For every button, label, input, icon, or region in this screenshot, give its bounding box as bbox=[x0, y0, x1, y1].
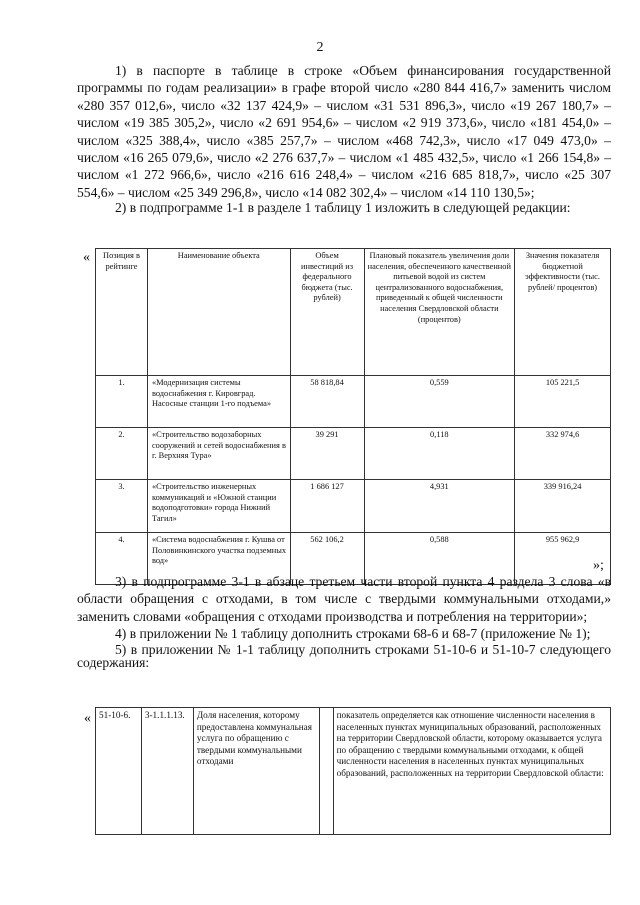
cell-object-name: «Строительство инженерных коммуникаций и «Южной станции водоподготовки» города Нижний Тагил» bbox=[147, 480, 290, 533]
table-header-row bbox=[96, 249, 611, 376]
cell-row-number: 51-10-6. bbox=[96, 708, 142, 835]
header-object-name: Наименование объекта bbox=[147, 249, 290, 376]
table-row bbox=[96, 480, 611, 533]
cell-position: 4. bbox=[96, 533, 148, 585]
cell-share: 0,588 bbox=[364, 533, 515, 585]
cell-investment: 39 291 bbox=[290, 428, 364, 480]
cell-share: 0,118 bbox=[364, 428, 515, 480]
page-number: 2 bbox=[316, 40, 324, 55]
item-4-paragraph: 4) в приложении № 1 таблицу дополнить строками 68-6 и 68-7 (приложение № 1); bbox=[115, 626, 591, 642]
item-5-paragraph: 5) в приложении № 1-1 таблицу дополнить строками 51-10-6 и 51-10-7 следующего содержания: bbox=[77, 641, 611, 670]
amendment-text-bottom bbox=[77, 573, 611, 669]
item-1-paragraph: 1) в паспорте в таблице в строке «Объем финансирования государственной программы по годам реализации» в графе второй число «280 844 416,7» заменить числом «280 357 012,6», число «32 137 424,9» – числом «31 531 896,3», число «19 267 180,7» – числом «19 385 305,2», число «2 691 954,6» – числом «2 919 373,6», число «181 454,0» – числом «325 388,4», число «385 257,7» – числом «468 742,3», число «17 049 473,0» – числом «16 265 079,6», число «2 276 637,7» – числом «1 485 432,5», число «1 266 154,8» – числом «1 272 966,6», число «216 616 248,4» – числом «216 685 818,7», число «25 307 554,6» – числом «25 349 296,8», число «14 082 302,4» – числом «14 110 130,5»; bbox=[77, 63, 611, 200]
cell-share: 4,931 bbox=[364, 480, 515, 533]
header-efficiency: Значения показателя бюджетной эффективности (тыс. рублей/ процентов) bbox=[515, 249, 611, 376]
cell-object-name: «Модернизация системы водоснабжения г. Кировград. Насосные станции 1-го подъема» bbox=[147, 376, 290, 428]
item-2-paragraph: 2) в подпрограмме 1-1 в разделе 1 таблицу 1 изложить в следующей редакции: bbox=[115, 200, 571, 216]
cell-position: 1. bbox=[96, 376, 148, 428]
cell-efficiency: 332 974,6 bbox=[515, 428, 611, 480]
cell-position: 3. bbox=[96, 480, 148, 533]
header-investment: Объем инвестиций из федерального бюджета (тыс. рублей) bbox=[290, 249, 364, 376]
cell-efficiency: 955 962,9 bbox=[515, 533, 611, 585]
table-row bbox=[96, 428, 611, 480]
opening-quote: « bbox=[84, 711, 91, 726]
cell-efficiency: 105 221,5 bbox=[515, 376, 611, 428]
cell-investment: 1 686 127 bbox=[290, 480, 364, 533]
header-planned-indicator: Плановый показатель увеличения доли населения, обеспеченного качественной питьевой водой из систем централизованного водоснабжения, приведенный к общей численности населения Свердловской области (процентов) bbox=[364, 249, 515, 376]
table-row bbox=[96, 708, 611, 835]
item-3-paragraph: 3) в подпрограмме 3-1 в абзаце третьем части второй пункта 4 раздела 3 слова «в области обращения с отходами, в том числе с твердыми коммунальными отходами,» заменить словами «обращения с отходами производства и потребления на территории»; bbox=[77, 574, 611, 624]
cell-investment: 58 818,84 bbox=[290, 376, 364, 428]
table-row bbox=[96, 376, 611, 428]
amendment-text-top bbox=[77, 62, 611, 214]
cell-efficiency: 339 916,24 bbox=[515, 480, 611, 533]
cell-object-name: «Система водоснабжения г. Кушва от Половинкинского участка подземных вод» bbox=[147, 533, 290, 585]
cell-share: 0,559 bbox=[364, 376, 515, 428]
indicator-method-table bbox=[95, 707, 611, 835]
cell-position: 2. bbox=[96, 428, 148, 480]
cell-calculation-method: показатель определяется как отношение численности населения в населенных пунктах муниципальных образований, расположенных на территории Свердловской области, которому оказывается услуга по обращению с твердыми коммунальными отходами, к общей численности населения в населенных пунктах муниципальных образований, расположенных на территории Свердловской области: bbox=[333, 708, 610, 835]
investment-rating-table bbox=[95, 248, 611, 585]
cell-object-name: «Строительство водозаборных сооружений и сетей водоснабжения в г. Верхняя Тура» bbox=[147, 428, 290, 480]
cell-investment: 562 106,2 bbox=[290, 533, 364, 585]
cell-code: 3-1.1.1.13. bbox=[141, 708, 193, 835]
cell-empty bbox=[319, 708, 333, 835]
cell-indicator: Доля населения, которому предоставлена коммунальная услуга по обращению с твердыми коммунальными отходами bbox=[193, 708, 319, 835]
closing-quote: »; bbox=[593, 558, 604, 573]
header-position: Позиция в рейтинге bbox=[96, 249, 148, 376]
opening-quote: « bbox=[83, 250, 90, 265]
